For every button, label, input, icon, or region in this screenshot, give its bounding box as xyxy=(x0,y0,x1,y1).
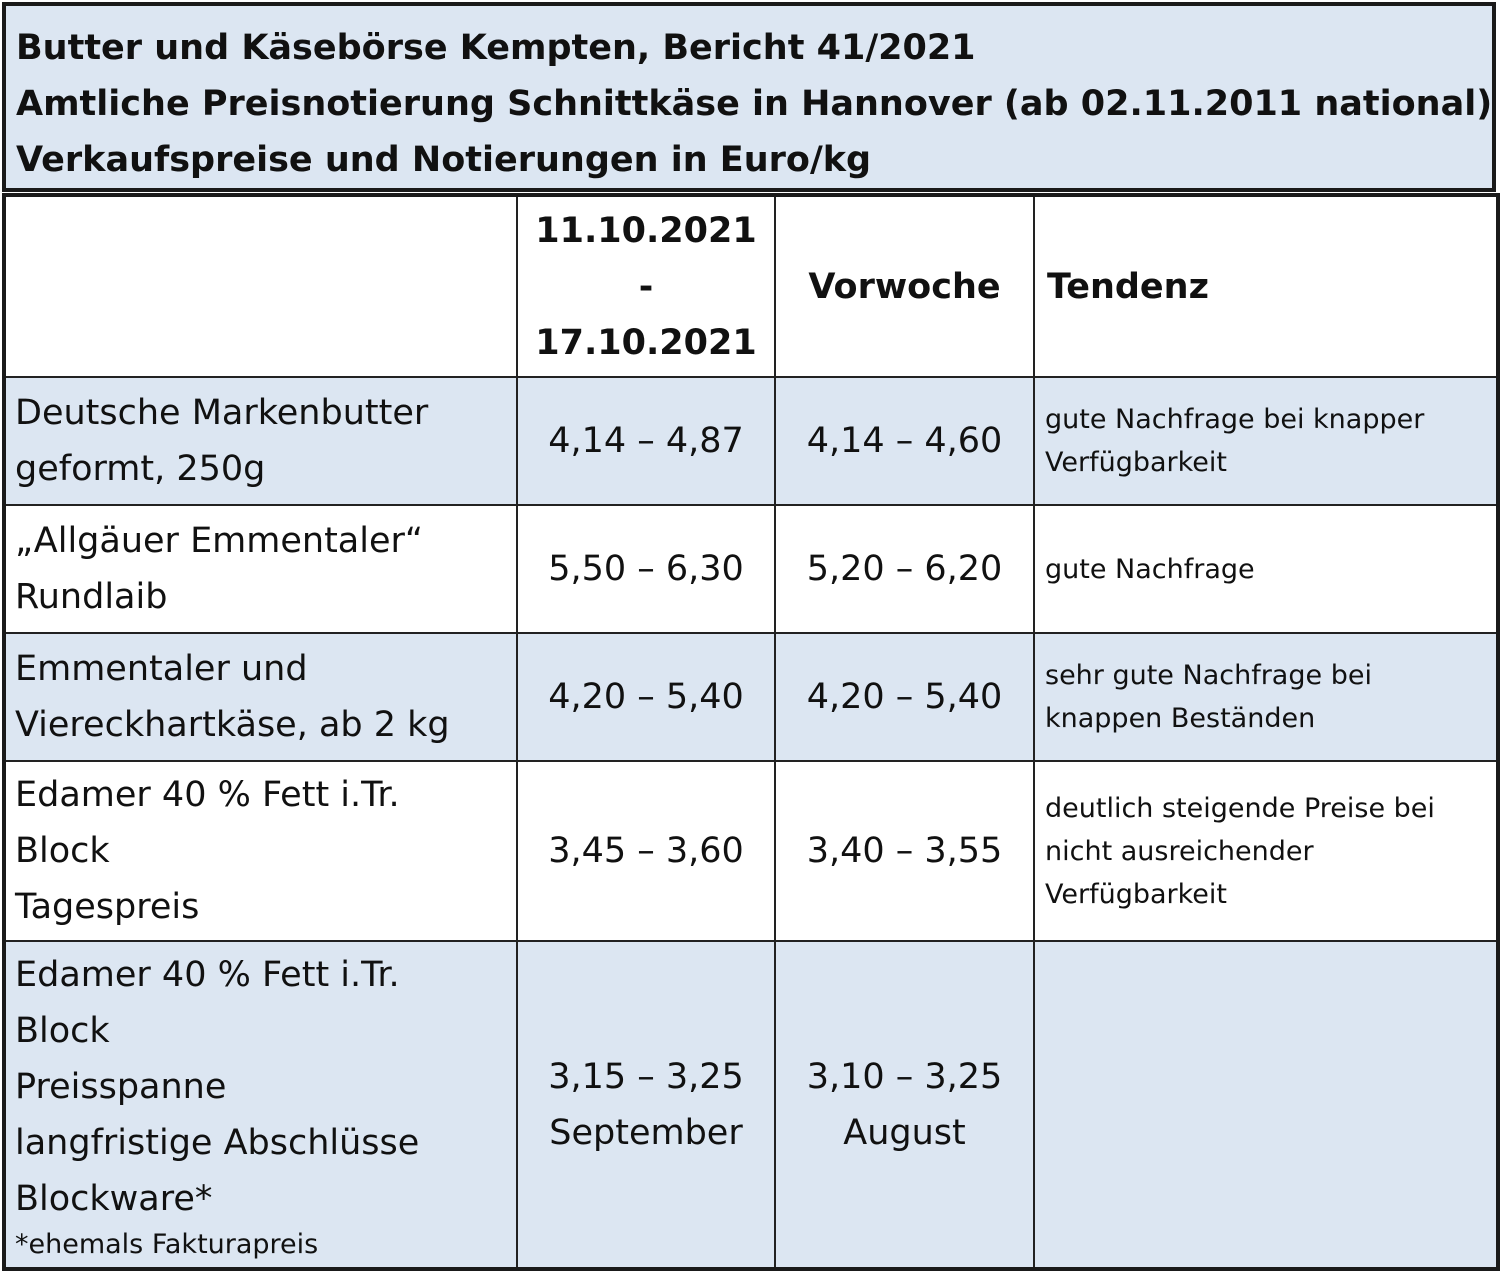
product-line: Viereckhartkäse, ab 2 kg xyxy=(15,705,450,745)
product-line: Edamer 40 % Fett i.Tr. xyxy=(15,775,400,815)
previous-price-period: August xyxy=(843,1112,966,1153)
header-empty-cell xyxy=(4,195,517,377)
report-unit-note: Verkaufspreise und Notierungen in Euro/kg xyxy=(16,140,872,180)
product-line: Tagespreis xyxy=(15,887,200,927)
previous-price: 4,20 – 5,40 xyxy=(775,633,1034,761)
previous-price xyxy=(775,941,1034,1269)
trend-cell xyxy=(1034,633,1498,761)
product-line: Deutsche Markenbutter xyxy=(15,393,429,433)
trend-line: knappen Beständen xyxy=(1045,703,1316,734)
product-footnote: *ehemals Fakturapreis xyxy=(15,1228,319,1260)
trend-line: gute Nachfrage xyxy=(1045,553,1255,585)
trend-cell xyxy=(1034,505,1498,633)
trend-line: nicht ausreichender xyxy=(1045,835,1314,867)
product-cell xyxy=(4,761,517,941)
product-line: langfristige Abschlüsse xyxy=(15,1122,420,1163)
current-week-to: 17.10.2021 xyxy=(535,322,757,363)
previous-price: 5,20 – 6,20 xyxy=(775,505,1034,633)
product-line: geformt, 250g xyxy=(15,449,266,489)
current-price: 4,14 – 4,87 xyxy=(517,377,775,505)
product-cell xyxy=(4,377,517,505)
price-table xyxy=(2,193,1500,1271)
table-row xyxy=(4,633,1498,761)
product-cell xyxy=(4,633,517,761)
product-line: Blockware* xyxy=(15,1178,213,1219)
product-cell xyxy=(4,941,517,1269)
previous-price: 4,14 – 4,60 xyxy=(775,377,1034,505)
table-row xyxy=(4,941,1498,1269)
trend-line: gute Nachfrage bei knapper xyxy=(1045,404,1425,435)
current-week-separator: - xyxy=(638,266,654,307)
product-cell xyxy=(4,505,517,633)
current-price-period: September xyxy=(549,1112,743,1153)
trend-cell xyxy=(1034,761,1498,941)
table-row xyxy=(4,505,1498,633)
previous-price: 3,40 – 3,55 xyxy=(775,761,1034,941)
product-line: Block xyxy=(15,1010,110,1051)
current-price: 5,50 – 6,30 xyxy=(517,505,775,633)
header-current-week xyxy=(517,195,775,377)
current-price: 3,45 – 3,60 xyxy=(517,761,775,941)
current-price: 4,20 – 5,40 xyxy=(517,633,775,761)
trend-line: sehr gute Nachfrage bei xyxy=(1045,660,1372,691)
current-price-range: 3,15 – 3,25 xyxy=(548,1056,744,1097)
trend-line: deutlich steigende Preise bei xyxy=(1045,792,1435,824)
product-line: „Allgäuer Emmentaler“ xyxy=(15,521,424,561)
product-line: Preisspanne xyxy=(15,1066,227,1107)
table-header-row xyxy=(4,195,1498,377)
table-row xyxy=(4,761,1498,941)
header-trend: Tendenz xyxy=(1034,195,1498,377)
table-row xyxy=(4,377,1498,505)
report-header xyxy=(2,2,1496,192)
header-previous-week: Vorwoche xyxy=(775,195,1034,377)
product-line: Edamer 40 % Fett i.Tr. xyxy=(15,954,400,995)
previous-price-range: 3,10 – 3,25 xyxy=(806,1056,1003,1097)
current-price xyxy=(517,941,775,1269)
product-line: Emmentaler und xyxy=(15,649,308,689)
current-week-from: 11.10.2021 xyxy=(535,210,757,251)
product-line: Block xyxy=(15,831,110,871)
report-title: Butter und Käsebörse Kempten, Bericht 41/2021 xyxy=(16,28,976,68)
trend-cell xyxy=(1034,941,1498,1269)
report-subtitle: Amtliche Preisnotierung Schnittkäse in Hannover (ab 02.11.2011 national) xyxy=(16,84,1493,124)
product-line: Rundlaib xyxy=(15,577,168,617)
trend-line: Verfügbarkeit xyxy=(1045,878,1227,910)
trend-cell xyxy=(1034,377,1498,505)
trend-line: Verfügbarkeit xyxy=(1045,447,1227,478)
